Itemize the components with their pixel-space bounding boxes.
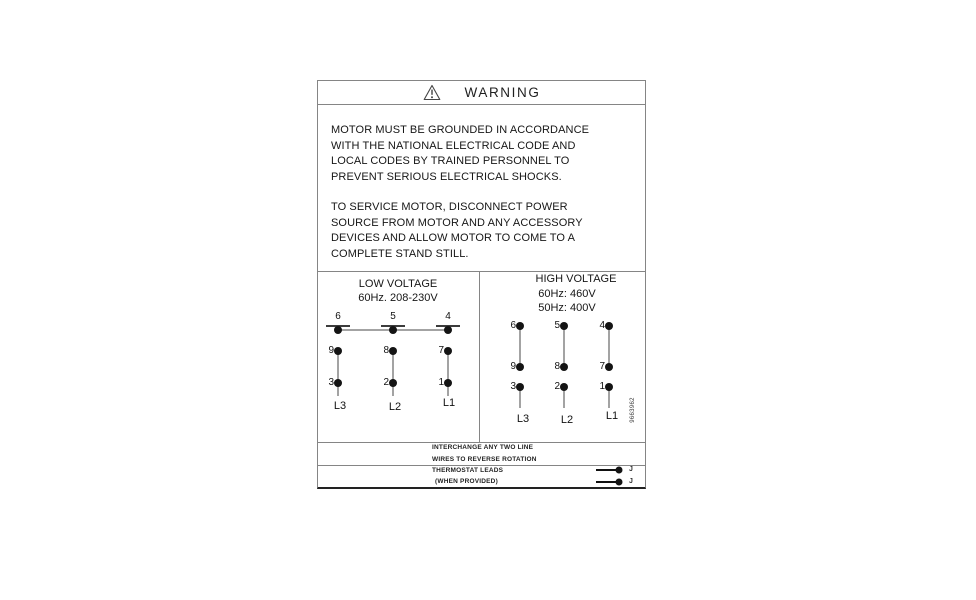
motor-warning-label: [317, 80, 646, 489]
high-terminal-7: 7: [599, 361, 605, 372]
high-terminal-dot-6: [516, 322, 524, 330]
thermostat-lead-dot-1: [616, 467, 623, 474]
low-line-label-l1: L1: [442, 397, 456, 409]
warning-text-line: DEVICES AND ALLOW MOTOR TO COME TO A: [331, 232, 576, 244]
high-terminal-4: 4: [599, 320, 605, 331]
warning-triangle-icon: [423, 84, 441, 101]
divider-low-high: [479, 271, 480, 442]
divider-text-diagram: [318, 271, 645, 272]
low-terminal-dot-4: [444, 326, 452, 334]
high-terminal-2: 2: [554, 381, 560, 392]
high-terminal-3: 3: [510, 381, 516, 392]
high-terminal-dot-3: [516, 383, 524, 391]
warning-text-line: TO SERVICE MOTOR, DISCONNECT POWER: [331, 201, 568, 213]
low-terminal-1: 1: [438, 377, 444, 388]
warning-text-line: PREVENT SERIOUS ELECTRICAL SHOCKS.: [331, 170, 562, 183]
thermostat-lead-label-2: J: [629, 478, 633, 485]
low-terminal-5: 5: [390, 311, 396, 322]
high-terminal-dot-9: [516, 363, 524, 371]
low-terminal-dot-2: [389, 379, 397, 387]
high-connector-5-8: [563, 326, 565, 367]
high-terminal-dot-1: [605, 383, 613, 391]
low-connector-9-3: [337, 351, 339, 396]
low-terminal-dot-9: [334, 347, 342, 355]
low-terminal-dot-7: [444, 347, 452, 355]
low-terminal-dot-5: [389, 326, 397, 334]
low-connector-7-1: [447, 351, 449, 396]
high-voltage-freq-60: 60Hz: 460V: [538, 288, 596, 300]
low-terminal-9: 9: [328, 345, 334, 356]
low-terminal-dot-3: [334, 379, 342, 387]
high-terminal-1: 1: [599, 381, 605, 392]
warning-text-line: LOCAL CODES BY TRAINED PERSONNEL TO: [331, 155, 570, 167]
high-terminal-6: 6: [510, 320, 516, 331]
rotation-note-line-2: WIRES TO REVERSE ROTATION: [432, 456, 537, 463]
high-voltage-freq-50: 50Hz: 400V: [538, 302, 596, 314]
warning-text-line: COMPLETE STAND STILL.: [331, 247, 469, 260]
high-terminal-dot-2: [560, 383, 568, 391]
thermostat-lead-dot-2: [616, 479, 623, 486]
low-line-label-l2: L2: [388, 401, 402, 413]
high-line-label-l1: L1: [605, 410, 619, 422]
low-terminal-2: 2: [383, 377, 389, 388]
warning-text-line: MOTOR MUST BE GROUNDED IN ACCORDANCE: [331, 124, 590, 136]
high-terminal-9: 9: [510, 361, 516, 372]
warning-paragraph-2: [331, 200, 583, 262]
high-terminal-dot-7: [605, 363, 613, 371]
high-terminal-dot-5: [560, 322, 568, 330]
thermostat-lead-label-1: J: [629, 466, 633, 473]
high-voltage-title: HIGH VOLTAGE: [535, 273, 617, 285]
low-terminal-8: 8: [383, 345, 389, 356]
part-number: 9663962: [630, 397, 636, 423]
high-line-label-l2: L2: [560, 414, 574, 426]
high-line-label-l3: L3: [516, 413, 530, 425]
high-terminal-8: 8: [554, 361, 560, 372]
warning-text-line: SOURCE FROM MOTOR AND ANY ACCESSORY: [331, 216, 583, 229]
low-terminal-4: 4: [445, 311, 451, 322]
warning-title: WARNING: [464, 85, 541, 100]
low-voltage-title: LOW VOLTAGE: [358, 278, 438, 290]
warning-paragraph-1: [331, 123, 589, 185]
high-terminal-dot-4: [605, 322, 613, 330]
low-connector-8-2: [392, 351, 394, 396]
low-terminal-6: 6: [335, 311, 341, 322]
low-terminal-7: 7: [438, 345, 444, 356]
thermostat-note-line-1: THERMOSTAT LEADS: [432, 467, 504, 474]
rotation-note-line-1: INTERCHANGE ANY TWO LINE: [432, 444, 534, 451]
high-connector-6-9: [519, 326, 521, 367]
high-terminal-dot-8: [560, 363, 568, 371]
low-voltage-subtitle: 60Hz. 208-230V: [358, 292, 438, 304]
divider-notes-rows: [318, 465, 645, 466]
warning-text-line: WITH THE NATIONAL ELECTRICAL CODE AND: [331, 139, 576, 152]
low-terminal-dot-6: [334, 326, 342, 334]
low-line-label-l3: L3: [333, 400, 347, 412]
low-terminal-dot-1: [444, 379, 452, 387]
thermostat-note-line-2: (WHEN PROVIDED): [435, 478, 498, 485]
high-terminal-5: 5: [554, 320, 560, 331]
low-terminal-3: 3: [328, 377, 334, 388]
warning-header: [318, 81, 645, 105]
high-connector-4-7: [608, 326, 610, 367]
low-terminal-dot-8: [389, 347, 397, 355]
divider-diagram-notes: [318, 442, 645, 443]
